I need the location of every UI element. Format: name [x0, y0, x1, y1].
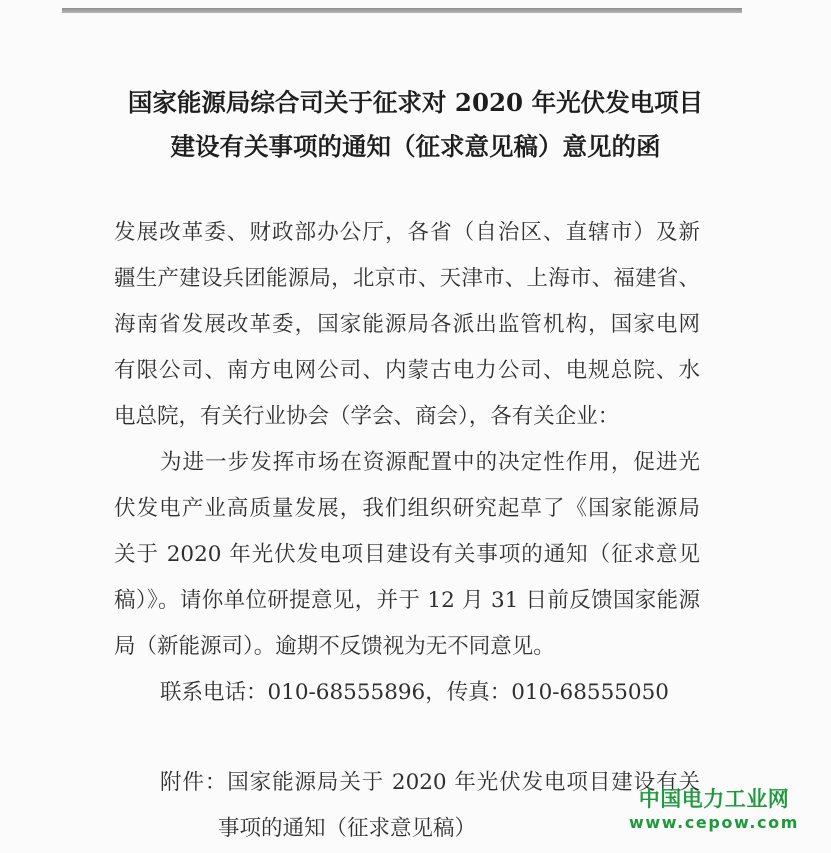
addressee-line: 有限公司、南方电网公司、内蒙古电力公司、电规总院、水 [114, 358, 700, 383]
addressee-line: 发展改革委、财政部办公厅，各省（自治区、直辖市）及新 [114, 220, 700, 245]
attachment-line-2: 事项的通知（征求意见稿） [218, 816, 477, 841]
body-line: 关于 2020 年光伏发电项目建设有关事项的通知（征求意见 [114, 542, 700, 567]
addressee-line: 疆生产建设兵团能源局，北京市、天津市、上海市、福建省、 [114, 266, 700, 291]
body-line: 为进一步发挥市场在资源配置中的决定性作用，促进光 [160, 450, 700, 475]
contact-info: 联系电话：010-68555896，传真：010-68555050 [160, 680, 669, 705]
body-line: 伏发电产业高质量发展，我们组织研究起草了《国家能源局 [114, 496, 700, 521]
addressee-line: 海南省发展改革委，国家能源局各派出监管机构，国家电网 [114, 312, 700, 337]
document-title-line-2: 建设有关事项的通知（征求意见稿）意见的函 [170, 132, 661, 161]
body-line: 稿）》。请你单位研提意见，并于 12 月 31 日前反馈国家能源 [114, 588, 700, 613]
site-watermark [619, 786, 809, 834]
page-top-rule [62, 8, 742, 13]
watermark-site-name: 中国电力工业网 [638, 787, 790, 811]
body-line: 局（新能源司）。逾期不反馈视为无不同意见。 [114, 634, 555, 659]
attachment-line-1: 附件：国家能源局关于 2020 年光伏发电项目建设有关 [160, 770, 700, 795]
addressee-line: 电总院，有关行业协会（学会、商会），各有关企业： [114, 404, 620, 429]
document-title-line-1: 国家能源局综合司关于征求对 2020 年光伏发电项目 [127, 88, 704, 117]
watermark-site-url: www.cepow.com [629, 813, 799, 832]
